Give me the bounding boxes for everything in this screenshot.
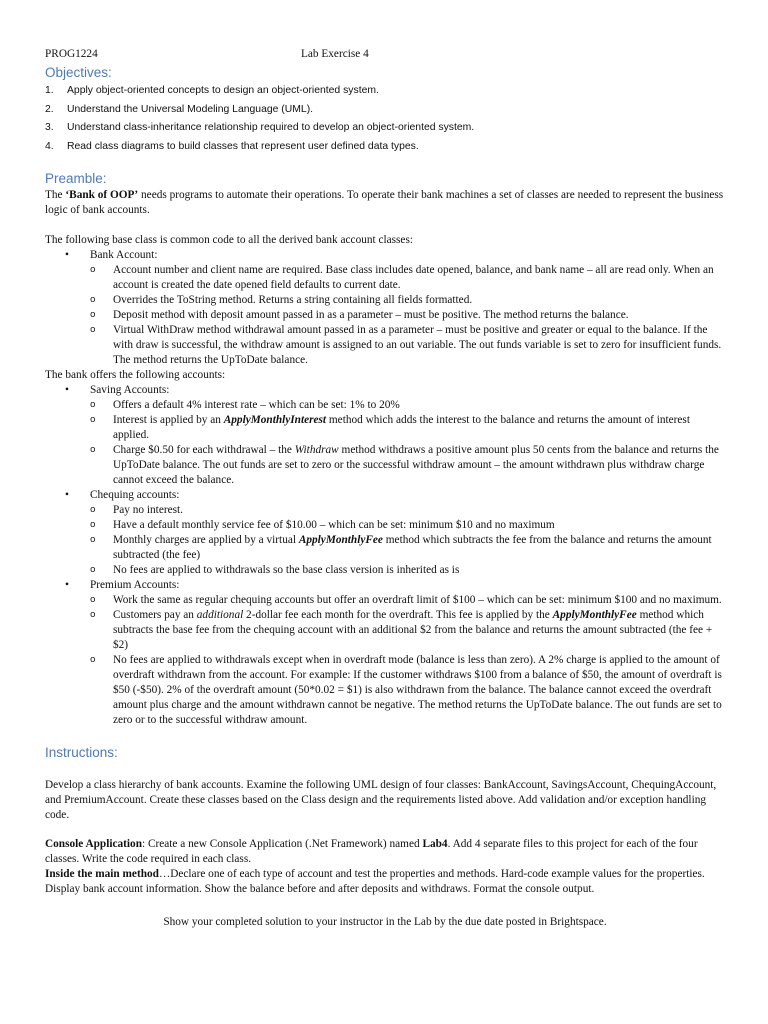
list-item: o Monthly charges are applied by a virtual ApplyMonthlyFee method which subtracts the fee from the balance and returns the amount subtracted (the fee) xyxy=(90,534,712,561)
list-item: o Overrides the ToString method. Returns a string containing all fields formatted. xyxy=(90,294,473,306)
main-method-paragraph: Inside the main method…Declare one of each type of account and test the properties and methods. Hard-code example values for the properties. Display bank account information. Show the balance before and after deposits and withdraws. Format the console output. xyxy=(45,868,705,895)
list-item: o Offers a default 4% interest rate – which can be set: 1% to 20% xyxy=(90,399,400,411)
instructions-paragraph: Develop a class hierarchy of bank accounts. Examine the following UML design of four classes: BankAccount, SavingsAccount, ChequingAccount, and PremiumAccount. Create these classes based on the Class design and the requirements listed above. Add validation and/or exception handling code. xyxy=(45,779,717,821)
list-item: o No fees are applied to withdrawals so the base class version is inherited as is xyxy=(90,564,460,576)
bank-name: ‘Bank of OOP’ xyxy=(65,189,139,201)
objective-item: 3. Understand class-inheritance relationship required to develop an object-oriented system. xyxy=(45,122,475,133)
accounts-intro: The bank offers the following accounts: xyxy=(45,369,226,381)
bank-account-item: • Bank Account: o Account number and client name are required. Base class includes date opened, balance, and bank name – all are read only. When an account is created the date opened field defaults to current date. o Overrides the ToString method. Returns a string containing all fields formatted. o Deposit method with deposit amount passed in as a parameter – must be positive. The method returns the balance. o Virtual WithDraw method withdrawal amount passed in as a parameter – must be positive and greater or equal to the balance. If the with draw is successful, the withdraw amount is assigned to an out variable. The out funds variable is set to zero for insufficient funds. The method returns the UpToDate balance. xyxy=(45,248,725,368)
list-item: o Charge $0.50 for each withdrawal – the Withdraw method withdraws a positive amount plus 50 cents from the balance and returns the UpToDate balance. The out funds are set to zero or the successful withdraw amount – the amount withdrawn plus withdraw charge cannot exceed the balance. xyxy=(90,444,719,486)
list-item: o No fees are applied to withdrawals except when in overdraft mode (balance is less than zero). A 2% charge is applied to the amount of overdraft withdrawn from the account. For example: If the customer withdraws $100 from a balance of $50, the amount of overdraft is $50 (-$50). 2% of the overdraft amount (50*0.02 = $1) is also withdrawn from the balance. The balance cannot exceed the overdraft amount plus charge and the amount withdrawn cannot be negative. The method returns the UpToDate balance. The out funds are set to zero or to the successful withdraw amount. xyxy=(90,654,722,726)
base-class-intro: The following base class is common code to all the derived bank account classes: xyxy=(45,234,413,246)
base-class-list xyxy=(45,248,725,368)
list-item: o Pay no interest. xyxy=(90,504,183,516)
list-item: o Customers pay an additional 2-dollar fee each month for the overdraft. This fee is applied by the ApplyMonthlyFee method which subtracts the base fee from the chequing account with an additional $2 from the balance and returns the amount subtracted (the fee + $2) xyxy=(90,609,713,651)
document-page xyxy=(45,47,725,930)
premium-accounts-item: • Premium Accounts: o Work the same as regular chequing accounts but offer an overdraft limit of $100 – which can be set: minimum $100 and no maximum. o Customers pay an additional 2-dollar fee each month for the overdraft. This fee is applied by the ApplyMonthlyFee method which subtracts the base fee from the chequing account with an additional $2 from the balance and returns the amount subtracted (the fee + $2) o No fees are applied to withdrawals except when in overdraft mode (balance is less than zero). A 2% charge is applied to the amount of overdraft withdrawn from the account. For example: If the customer withdraws $100 from a balance of $50, the amount of overdraft is $50 (-$50). 2% of the overdraft amount (50*0.02 = $1) is also withdrawn from the balance. The balance cannot exceed the overdraft amount plus charge and the amount withdrawn cannot be negative. The method returns the UpToDate balance. The out funds are set to zero or to the successful withdraw amount. xyxy=(45,578,725,728)
objectives-list xyxy=(45,82,725,156)
objective-item: 2. Understand the Universal Modeling Language (UML). xyxy=(45,103,314,115)
preamble-heading: Preamble: xyxy=(45,171,107,186)
list-item: o Interest is applied by an ApplyMonthlyInterest method which adds the interest to the balance and returns the amount of interest applied. xyxy=(90,414,690,441)
saving-accounts-item: • Saving Accounts: o Offers a default 4% interest rate – which can be set: 1% to 20% o Interest is applied by an ApplyMonthlyInterest method which adds the interest to the balance and returns the amount of interest applied. o Charge $0.50 for each withdrawal – the Withdraw method withdraws a positive amount plus 50 cents from the balance and returns the UpToDate balance. The out funds are set to zero or the successful withdraw amount – the amount withdrawn plus withdraw charge cannot exceed the balance. xyxy=(45,383,725,488)
accounts-list xyxy=(45,383,725,728)
list-item: o Virtual WithDraw method withdrawal amount passed in as a parameter – must be positive and greater or equal to the balance. If the with draw is successful, the withdraw amount is assigned to an out variable. The out funds variable is set to zero for insufficient funds. The method returns the UpToDate balance. xyxy=(90,324,722,366)
instructions-heading: Instructions: xyxy=(45,745,118,760)
list-item: o Have a default monthly service fee of $10.00 – which can be set: minimum $10 and no maximum xyxy=(90,519,555,531)
list-item: o Account number and client name are required. Base class includes date opened, balance, and bank name – all are read only. When an account is created the date opened field defaults to current date. xyxy=(90,264,714,291)
closing-note: Show your completed solution to your instructor in the Lab by the due date posted in Brightspace. xyxy=(163,916,607,928)
objective-item: 4. Read class diagrams to build classes that represent user defined data types. xyxy=(45,140,419,152)
chequing-accounts-item: • Chequing accounts: o Pay no interest. o Have a default monthly service fee of $10.00 – which can be set: minimum $10 and no maximum o Monthly charges are applied by a virtual ApplyMonthlyFee method which subtracts the fee from the balance and returns the amount subtracted (the fee) o No fees are applied to withdrawals so the base class version is inherited as is xyxy=(45,488,725,578)
preamble-paragraph: The ‘Bank of OOP’ needs programs to automate their operations. To operate their bank machines a set of classes are needed to represent the business logic of bank accounts. xyxy=(45,189,724,216)
objective-item: 1. Apply object-oriented concepts to design an object-oriented system. xyxy=(45,85,379,96)
course-code: PROG1224 xyxy=(45,48,98,60)
objectives-heading: Objectives: xyxy=(45,65,112,80)
console-application-paragraph: Console Application: Create a new Console Application (.Net Framework) named Lab4. Add 4 separate files to this project for each of the four classes. Write the code required in each class. xyxy=(45,838,698,865)
list-item: o Work the same as regular chequing accounts but offer an overdraft limit of $100 – which can be set: minimum $100 and no maximum. xyxy=(90,594,722,606)
page-header xyxy=(45,47,725,62)
list-item: o Deposit method with deposit amount passed in as a parameter – must be positive. The method returns the balance. xyxy=(90,309,629,321)
lab-title: Lab Exercise 4 xyxy=(301,48,369,60)
